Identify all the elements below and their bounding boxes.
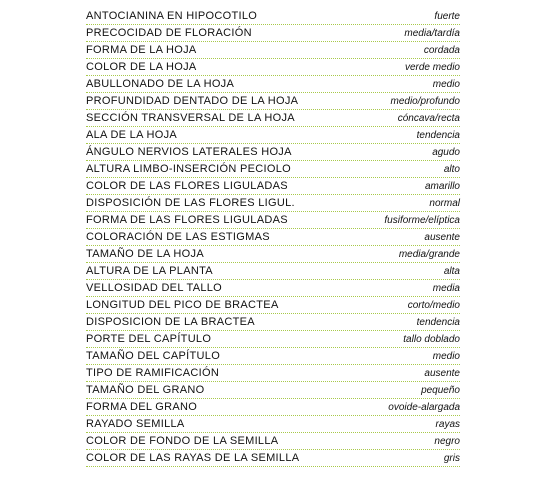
table-row — [86, 433, 460, 450]
table-row — [86, 212, 460, 229]
trait-value: gris — [443, 453, 460, 464]
trait-name: VELLOSIDAD DEL TALLO — [86, 282, 223, 294]
trait-value: pequeño — [421, 385, 460, 396]
trait-value: tendencia — [416, 130, 460, 141]
trait-value: alta — [443, 266, 460, 277]
traits-table — [86, 8, 460, 467]
trait-value: ovoide-alargada — [388, 402, 460, 413]
table-row — [86, 399, 460, 416]
trait-value: negro — [434, 436, 460, 447]
trait-value: agudo — [432, 147, 460, 158]
table-row — [86, 450, 460, 467]
trait-value: rayas — [435, 419, 460, 430]
trait-name: DISPOSICIÓN DE LAS FLORES LIGUL. — [86, 197, 295, 209]
trait-name: PRECOCIDAD DE FLORACIÓN — [86, 27, 252, 39]
trait-value: media — [432, 283, 460, 294]
trait-name: TAMAÑO DE LA HOJA — [86, 248, 204, 260]
trait-value: amarillo — [424, 181, 460, 192]
trait-name: ALTURA DE LA PLANTA — [86, 265, 213, 277]
trait-name: TAMAÑO DEL CAPÍTULO — [86, 350, 221, 362]
table-row — [86, 416, 460, 433]
trait-name: ABULLONADO DE LA HOJA — [86, 78, 235, 90]
trait-value: alto — [443, 164, 460, 175]
table-row — [86, 331, 460, 348]
table-row — [86, 127, 460, 144]
trait-name: PORTE DEL CAPÍTULO — [86, 333, 212, 345]
trait-name: COLOR DE LA HOJA — [86, 61, 197, 73]
trait-value: cordada — [423, 45, 460, 56]
trait-name: COLOR DE LAS RAYAS DE LA SEMILLA — [86, 452, 300, 464]
table-row — [86, 314, 460, 331]
trait-name: SECCIÓN TRANSVERSAL DE LA HOJA — [86, 112, 295, 124]
trait-name: ÁNGULO NERVIOS LATERALES HOJA — [86, 146, 292, 158]
table-row — [86, 365, 460, 382]
table-row — [86, 297, 460, 314]
table-row — [86, 229, 460, 246]
trait-name: PROFUNDIDAD DENTADO DE LA HOJA — [86, 95, 299, 107]
trait-name: COLORACIÓN DE LAS ESTIGMAS — [86, 231, 270, 243]
trait-value: ausente — [424, 232, 460, 243]
table-row — [86, 110, 460, 127]
table-row — [86, 76, 460, 93]
table-row — [86, 348, 460, 365]
table-row — [86, 195, 460, 212]
table-row — [86, 263, 460, 280]
trait-value: fuerte — [434, 11, 460, 22]
trait-value: media/tardía — [404, 28, 460, 39]
table-row — [86, 161, 460, 178]
trait-value: medio — [432, 351, 460, 362]
trait-name: ANTOCIANINA EN HIPOCOTILO — [86, 10, 258, 22]
trait-name: TIPO DE RAMIFICACIÓN — [86, 367, 220, 379]
table-row — [86, 93, 460, 110]
table-row — [86, 25, 460, 42]
trait-name: ALTURA LIMBO-INSERCIÓN PECIOLO — [86, 163, 292, 175]
trait-name: FORMA DEL GRANO — [86, 401, 198, 413]
trait-name: FORMA DE LA HOJA — [86, 44, 197, 56]
trait-value: verde medio — [404, 62, 460, 73]
table-row — [86, 280, 460, 297]
table-row — [86, 144, 460, 161]
trait-name: FORMA DE LAS FLORES LIGULADAS — [86, 214, 288, 226]
trait-name: ALA DE LA HOJA — [86, 129, 178, 141]
table-row — [86, 8, 460, 25]
trait-value: tendencia — [416, 317, 460, 328]
table-row — [86, 246, 460, 263]
trait-value: fusiforme/elíptica — [384, 215, 460, 226]
trait-value: medio/profundo — [390, 96, 460, 107]
trait-value: corto/medio — [407, 300, 460, 311]
trait-value: cóncava/recta — [397, 113, 460, 124]
trait-name: TAMAÑO DEL GRANO — [86, 384, 205, 396]
trait-name: COLOR DE LAS FLORES LIGULADAS — [86, 180, 288, 192]
trait-value: media/grande — [398, 249, 460, 260]
trait-name: DISPOSICION DE LA BRACTEA — [86, 316, 255, 328]
trait-value: medio — [432, 79, 460, 90]
trait-name: COLOR DE FONDO DE LA SEMILLA — [86, 435, 279, 447]
table-row — [86, 42, 460, 59]
table-row — [86, 382, 460, 399]
table-row — [86, 178, 460, 195]
trait-value: tallo doblado — [403, 334, 460, 345]
trait-name: RAYADO SEMILLA — [86, 418, 185, 430]
trait-name: LONGITUD DEL PICO DE BRACTEA — [86, 299, 279, 311]
trait-value: normal — [429, 198, 460, 209]
trait-value: ausente — [424, 368, 460, 379]
table-row — [86, 59, 460, 76]
